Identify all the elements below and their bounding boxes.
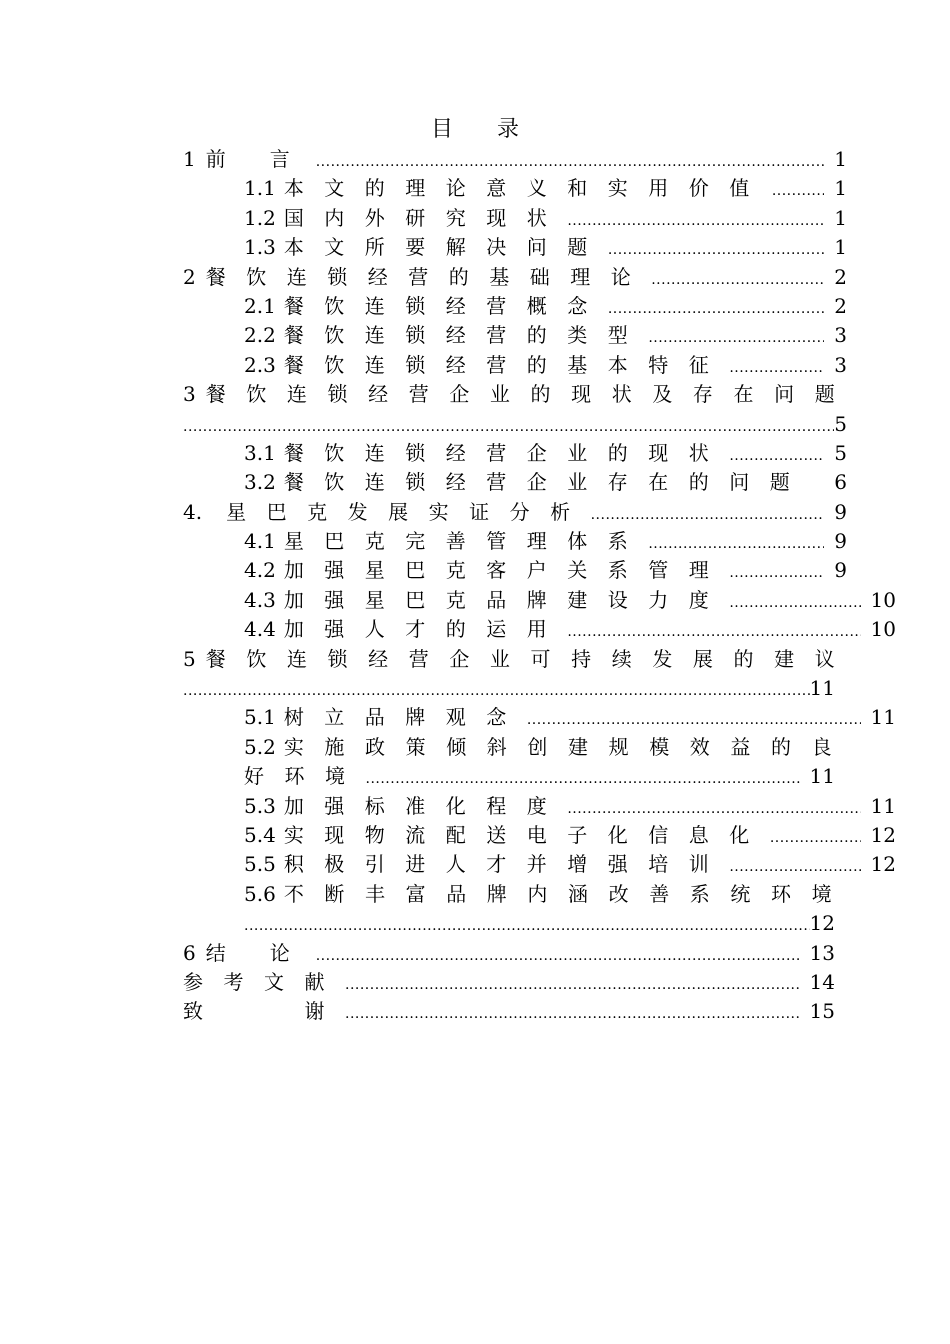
toc-leader: [729, 589, 860, 618]
toc-number: 1: [183, 147, 196, 171]
toc-label: 星巴克完善管理体系: [283, 529, 649, 554]
toc-entry-continuation[interactable]: [183, 410, 847, 439]
toc-page-number: 9: [834, 558, 847, 583]
toc-leader: [651, 266, 824, 295]
toc-label: 实施政策倾斜创建规模效益的良: [283, 734, 853, 759]
toc-number: 2.1: [244, 293, 276, 318]
toc-page-number: 10: [870, 587, 896, 612]
toc-leader: [608, 236, 824, 265]
toc-label: 餐饮连锁经营的类型: [283, 323, 649, 348]
toc-leader: [729, 559, 824, 588]
table-of-contents: [183, 145, 896, 1027]
toc-label: 致 谢: [183, 999, 345, 1024]
toc-number: 2: [183, 264, 196, 289]
toc-page-number: 12: [870, 822, 896, 847]
toc-number: 5.6: [244, 881, 276, 906]
toc-label: 加强星巴克品牌建设力度: [283, 587, 730, 612]
toc-entry[interactable]: [183, 939, 835, 968]
toc-page-number: 11: [870, 793, 896, 818]
toc-number: 4.3: [244, 587, 276, 612]
toc-leader: [244, 912, 810, 941]
toc-leader: [345, 971, 800, 1000]
toc-entry[interactable]: [183, 645, 856, 674]
toc-number: 5.1: [244, 705, 276, 730]
toc-label: 餐饮连锁经营企业存在的问题: [283, 470, 811, 495]
toc-page-number: 15: [809, 999, 835, 1024]
toc-label: 前 言: [205, 147, 302, 171]
toc-page-number: 6: [834, 470, 847, 495]
toc-entry-continuation[interactable]: [183, 762, 835, 791]
toc-entry[interactable]: [183, 586, 896, 615]
toc-label: 餐饮连锁经营的基本特征: [283, 352, 730, 377]
toc-number: 6: [183, 940, 196, 965]
toc-entry[interactable]: [183, 615, 896, 644]
toc-leader: [345, 1000, 800, 1029]
toc-label: 加强标准化程度: [283, 793, 568, 818]
toc-number: 3.2: [244, 470, 276, 495]
toc-entry[interactable]: [183, 321, 847, 350]
toc-page-number: 2: [834, 293, 847, 318]
toc-leader: [729, 853, 860, 882]
toc-page-number: 12: [870, 852, 896, 877]
toc-page-number: 2: [834, 264, 847, 289]
toc-page-number: 1: [834, 205, 847, 230]
toc-leader: [648, 324, 824, 353]
toc-number: 2.2: [244, 323, 276, 348]
toc-label: 星巴克发展实证分析: [226, 499, 591, 524]
toc-label: 本文的理论意义和实用价值: [283, 176, 770, 201]
toc-entry-continuation[interactable]: [183, 909, 835, 938]
toc-number: 3: [183, 382, 196, 407]
toc-number: 1.1: [244, 176, 276, 201]
toc-label: 餐饮连锁经营概念: [283, 293, 608, 318]
toc-leader: [567, 207, 824, 236]
toc-label: 树立品牌观念: [283, 705, 527, 730]
toc-entry[interactable]: [183, 145, 847, 174]
toc-leader: [648, 530, 824, 559]
toc-page-number: 13: [809, 940, 835, 965]
toc-page-number: 11: [870, 705, 896, 730]
toc-number: 4.2: [244, 558, 276, 583]
toc-page-number: 3: [834, 352, 847, 377]
toc-label: 本文所要解决问题: [283, 235, 608, 260]
toc-entry[interactable]: [183, 468, 847, 497]
toc-page-number: 14: [809, 969, 835, 994]
toc-leader: [770, 824, 861, 853]
toc-entry[interactable]: [183, 439, 847, 468]
toc-number: 5.2: [244, 734, 276, 759]
toc-leader: [183, 677, 810, 706]
toc-label: 积极引进人才并增强培训: [283, 852, 730, 877]
toc-leader: [567, 795, 860, 824]
toc-entry[interactable]: [183, 263, 847, 292]
toc-entry[interactable]: [183, 498, 847, 527]
toc-number: 4.1: [244, 529, 276, 554]
toc-entry-continuation[interactable]: [183, 674, 835, 703]
toc-page-number: 1: [834, 235, 847, 260]
toc-entry[interactable]: [183, 556, 847, 585]
toc-leader: [183, 413, 834, 442]
toc-leader: [316, 148, 825, 177]
toc-entry[interactable]: [183, 292, 847, 321]
toc-number: 3.1: [244, 440, 276, 465]
toc-entry[interactable]: [183, 850, 896, 879]
toc-label: 参考文献: [183, 969, 345, 994]
toc-entry[interactable]: [183, 880, 853, 909]
toc-leader: [316, 942, 800, 971]
toc-leader: [567, 618, 860, 647]
toc-entry[interactable]: [183, 527, 847, 556]
toc-leader: [366, 765, 800, 794]
toc-label: 好环境: [244, 764, 366, 789]
toc-page-number: 3: [834, 323, 847, 348]
toc-number: 1.3: [244, 235, 276, 260]
toc-number: 5.5: [244, 852, 276, 877]
toc-entry[interactable]: [183, 703, 896, 732]
toc-entry[interactable]: [183, 997, 835, 1026]
toc-entry[interactable]: [183, 233, 847, 262]
toc-leader: [527, 706, 861, 735]
toc-label: 加强人才的运用: [283, 617, 568, 642]
toc-page-number: 10: [870, 617, 896, 642]
toc-leader: [729, 354, 824, 383]
toc-page-number: 11: [809, 764, 835, 789]
toc-entry[interactable]: [183, 351, 847, 380]
toc-entry[interactable]: [183, 792, 896, 821]
toc-label: 结 论: [205, 940, 302, 965]
toc-label: 国内外研究现状: [283, 205, 568, 230]
toc-number: 1.2: [244, 205, 276, 230]
toc-number: 2.3: [244, 352, 276, 377]
toc-label: 餐饮连锁经营的基础理论: [205, 264, 652, 289]
toc-entry[interactable]: [183, 821, 896, 850]
toc-page-number: 9: [834, 529, 847, 554]
toc-label: 不断丰富品牌内涵改善系统环境: [283, 881, 853, 906]
toc-number: 4.: [183, 499, 203, 524]
toc-page-number: 12: [809, 911, 835, 936]
toc-entry[interactable]: [183, 733, 853, 762]
toc-page-number: 1: [834, 147, 847, 171]
toc-number: 5.4: [244, 822, 276, 847]
toc-number: 5.3: [244, 793, 276, 818]
toc-entry[interactable]: [183, 968, 835, 997]
toc-page-number: 5: [834, 411, 847, 436]
toc-number: 5: [183, 646, 196, 671]
toc-entry[interactable]: [183, 380, 856, 409]
toc-entry[interactable]: [183, 204, 847, 233]
toc-page-number: 9: [834, 499, 847, 524]
toc-page-number: 1: [834, 176, 847, 201]
toc-page-number: 11: [809, 676, 835, 701]
toc-page-number: 5: [834, 440, 847, 465]
toc-label: 加强星巴克客户关系管理: [283, 558, 730, 583]
toc-entry[interactable]: [183, 174, 847, 203]
toc-title: 目 录: [430, 117, 519, 142]
toc-leader: [729, 442, 824, 471]
toc-leader: [608, 295, 824, 324]
toc-number: 4.4: [244, 617, 276, 642]
toc-leader: [591, 501, 825, 530]
toc-label: 餐饮连锁经营企业可持续发展的建议: [205, 646, 856, 671]
toc-label: 餐饮连锁经营企业的现状: [283, 440, 730, 465]
toc-leader: [772, 177, 824, 206]
toc-label: 实现物流配送电子化信息化: [283, 822, 770, 847]
toc-label: 餐饮连锁经营企业的现状及存在问题: [205, 382, 856, 407]
